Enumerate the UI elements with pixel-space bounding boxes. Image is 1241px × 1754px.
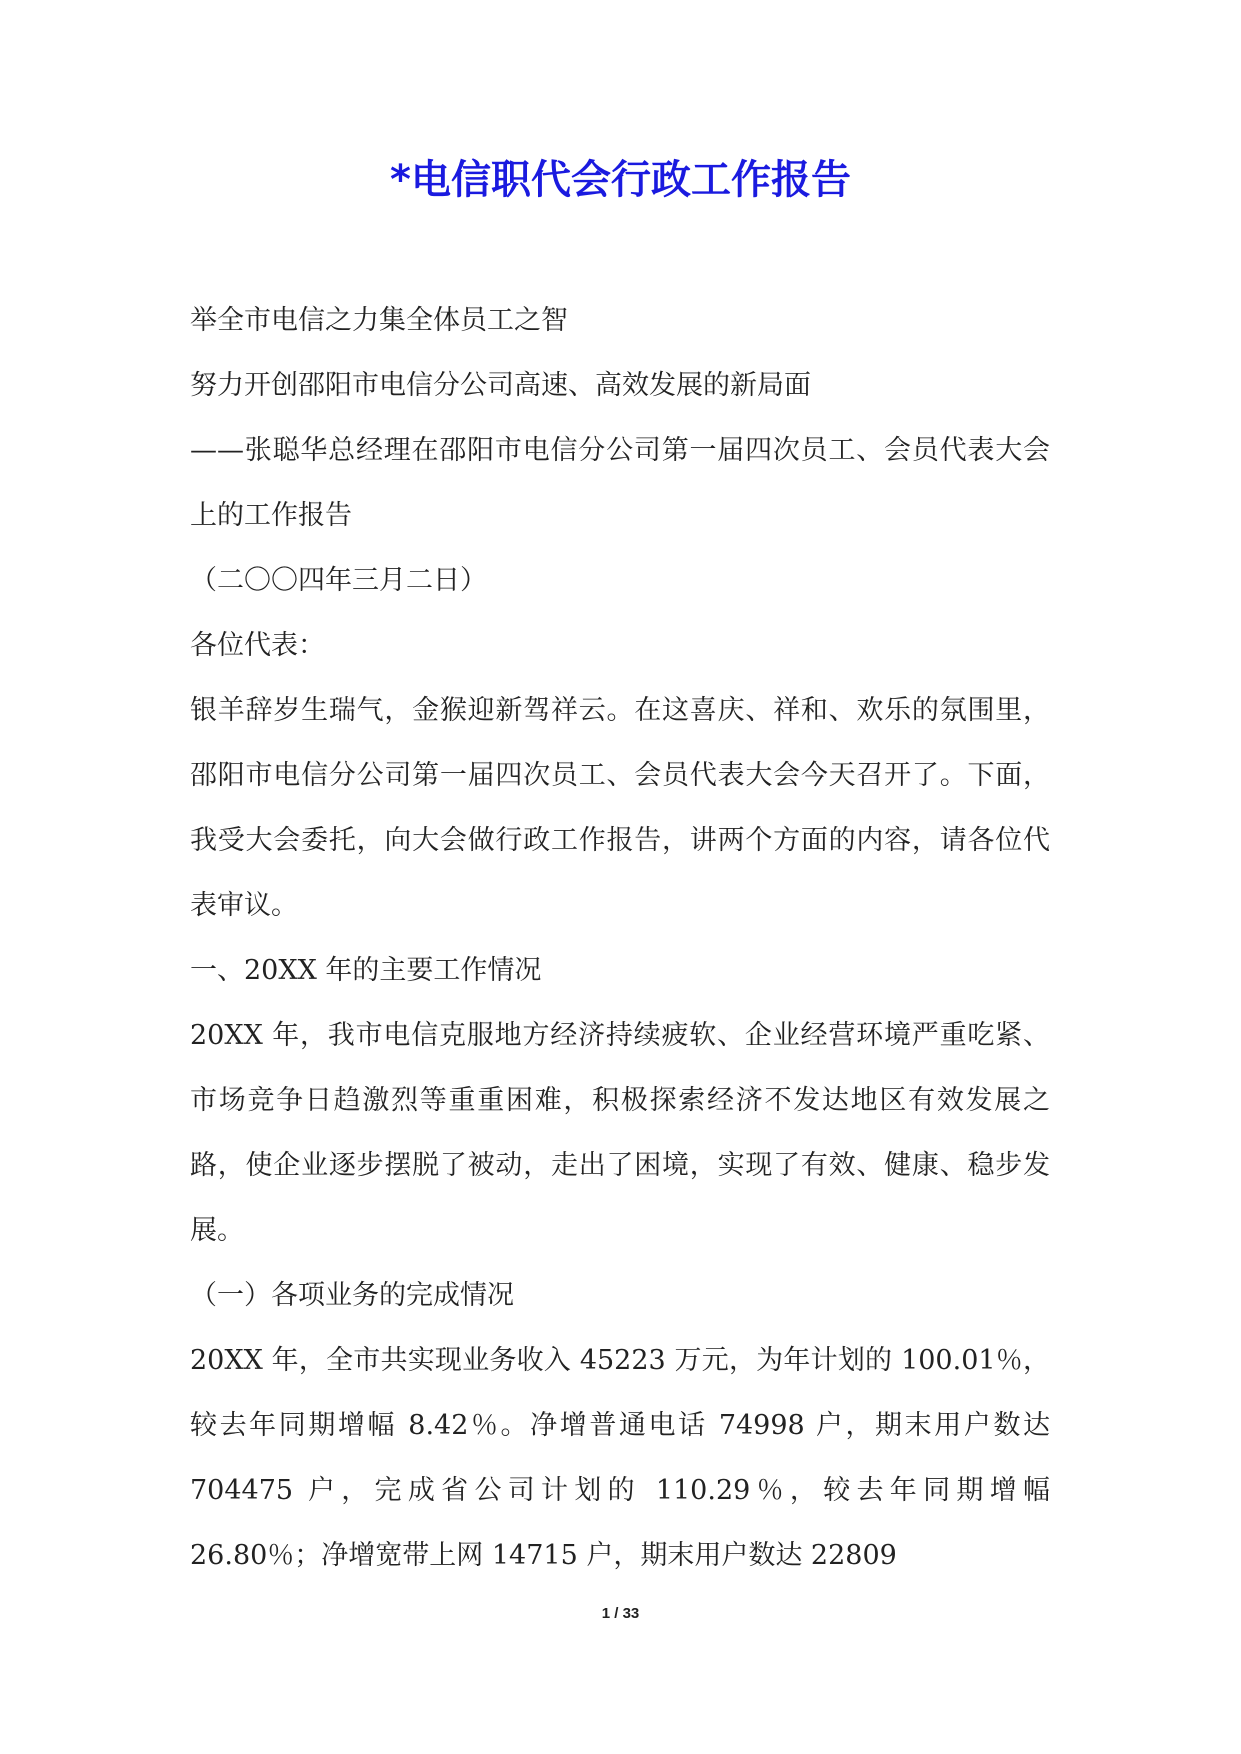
subtitle-line-2: 努力开创邵阳市电信分公司高速、高效发展的新局面 bbox=[190, 370, 811, 401]
report-byline: ——张聪华总经理在邵阳市电信分公司第一届四次员工、会员代表大会上的工作报告 bbox=[190, 435, 1050, 531]
document-body bbox=[190, 288, 1050, 1588]
section-heading-1: 一、20XX 年的主要工作情况 bbox=[190, 955, 542, 986]
document-title: *电信职代会行政工作报告 bbox=[390, 157, 851, 203]
section-1-paragraph: 20XX 年，我市电信克服地方经济持续疲软、企业经营环境严重吃紧、市场竞争日趋激烈等重重困难，积极探索经济不发达地区有效发展之路，使企业逐步摆脱了被动，走出了困境，实现了有效、健康、稳步发展。 bbox=[190, 1020, 1050, 1246]
salutation: 各位代表： bbox=[190, 630, 325, 661]
report-date: （二〇〇四年三月二日） bbox=[190, 565, 487, 596]
subsection-1-paragraph: 20XX 年，全市共实现业务收入 45223 万元，为年计划的 100.01％，较去年同期增幅 8.42％。净增普通电话 74998 户，期末用户数达 704475 户，完成省公司计划的 110.29％，较去年同期增幅 26.80％；净增宽带上网 14715 户，期末用户数达 22809 bbox=[190, 1345, 1050, 1571]
subsection-heading-1: （一）各项业务的完成情况 bbox=[190, 1280, 514, 1311]
subtitle-line-1: 举全市电信之力集全体员工之智 bbox=[190, 305, 568, 336]
intro-paragraph: 银羊辞岁生瑞气，金猴迎新驾祥云。在这喜庆、祥和、欢乐的氛围里，邵阳市电信分公司第一届四次员工、会员代表大会今天召开了。下面，我受大会委托，向大会做行政工作报告，讲两个方面的内容，请各位代表审议。 bbox=[190, 695, 1050, 921]
page-number: 1 / 33 bbox=[601, 1605, 640, 1622]
